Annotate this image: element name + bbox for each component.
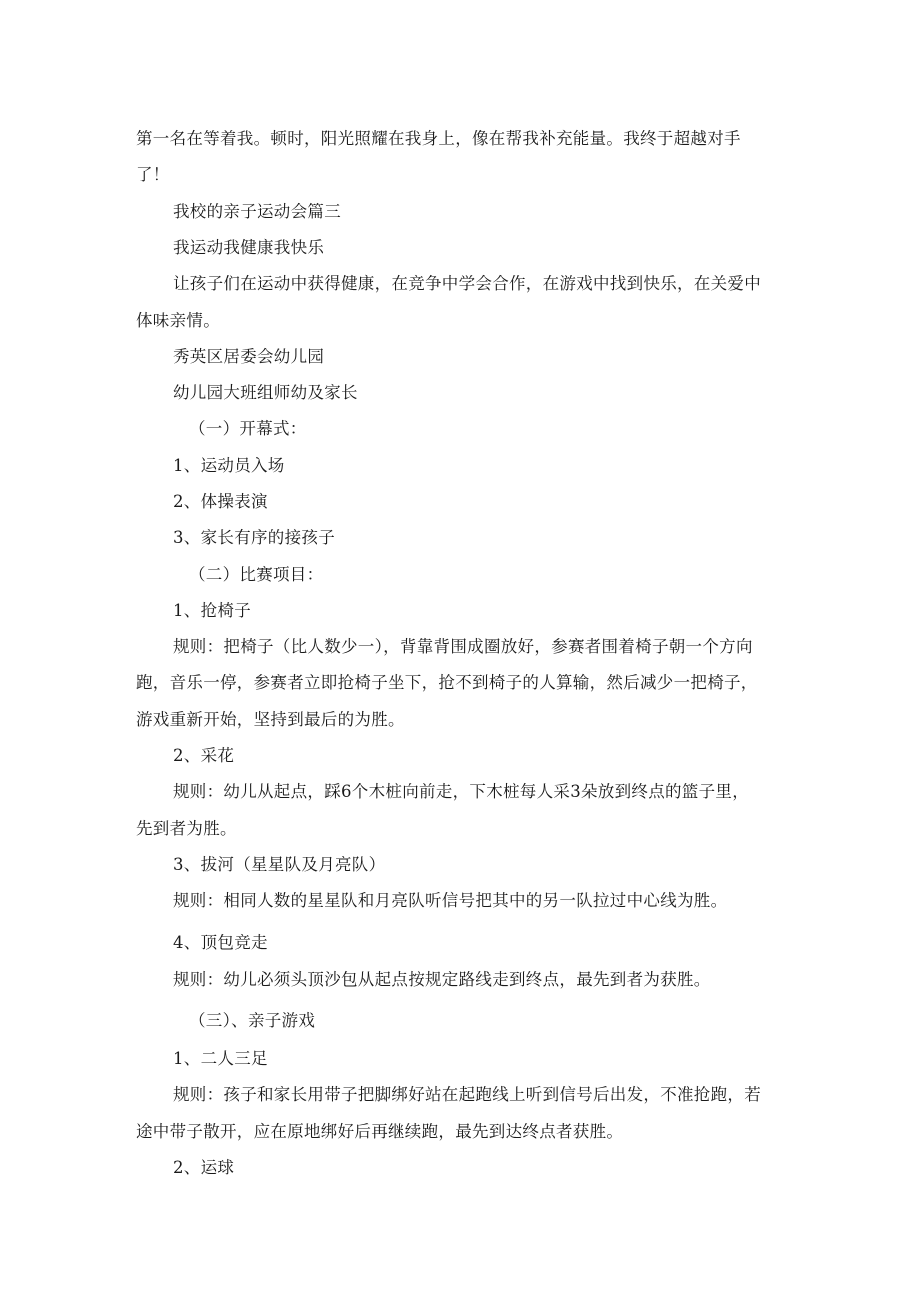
text-line: 第一名在等着我。顿时，阳光照耀在我身上，像在帮我补充能量。我终于超越对手: [136, 129, 741, 148]
list-item: 1、抢椅子: [173, 601, 251, 620]
list-item: 4、顶包竞走: [173, 933, 268, 952]
text-line: 体味亲情。: [136, 311, 220, 330]
text-line: 了！: [136, 165, 170, 184]
rule-text: 先到者为胜。: [136, 819, 237, 838]
rule-text: 规则：相同人数的星星队和月亮队听信号把其中的另一队拉过中心线为胜。: [173, 891, 728, 910]
list-item: 1、二人三足: [173, 1049, 268, 1068]
text-line: 让孩子们在运动中获得健康，在竞争中学会合作，在游戏中找到快乐，在关爱中: [173, 274, 761, 293]
section-heading: 我校的亲子运动会篇三: [173, 202, 341, 221]
list-item: 1、运动员入场: [173, 456, 285, 475]
rule-text: 规则：把椅子（比人数少一），背靠背围成圈放好，参赛者围着椅子朝一个方向: [173, 637, 753, 656]
rule-text: 途中带子散开，应在原地绑好后再继续跑，最先到达终点者获胜。: [136, 1122, 624, 1141]
rule-text: 跑，音乐一停，参赛者立即抢椅子坐下，抢不到椅子的人算输，然后减少一把椅子，: [136, 673, 758, 692]
rule-text: 规则：幼儿必须头顶沙包从起点按规定路线走到终点，最先到者为获胜。: [173, 970, 711, 989]
text-line: 幼儿园大班组师幼及家长: [173, 383, 358, 402]
subsection-heading: （三）、亲子游戏: [189, 1011, 316, 1030]
text-line: 秀英区居委会幼儿园: [173, 347, 325, 366]
subsection-heading: （一）开幕式：: [189, 419, 307, 438]
list-item: 2、运球: [173, 1158, 235, 1177]
text-line: 我运动我健康我快乐: [173, 238, 325, 257]
subsection-heading: （二）比赛项目：: [189, 565, 324, 584]
list-item: 2、采花: [173, 746, 235, 765]
rule-text: 规则：幼儿从起点，踩6个木桩向前走，下木桩每人采3朵放到终点的篮子里，: [173, 782, 749, 801]
list-item: 3、家长有序的接孩子: [173, 528, 335, 547]
list-item: 2、体操表演: [173, 492, 268, 511]
rule-text: 游戏重新开始，坚持到最后的为胜。: [136, 710, 405, 729]
rule-text: 规则：孩子和家长用带子把脚绑好站在起跑线上听到信号后出发，不准抢跑，若: [173, 1085, 761, 1104]
list-item: 3、拔河（星星队及月亮队）: [173, 855, 386, 874]
